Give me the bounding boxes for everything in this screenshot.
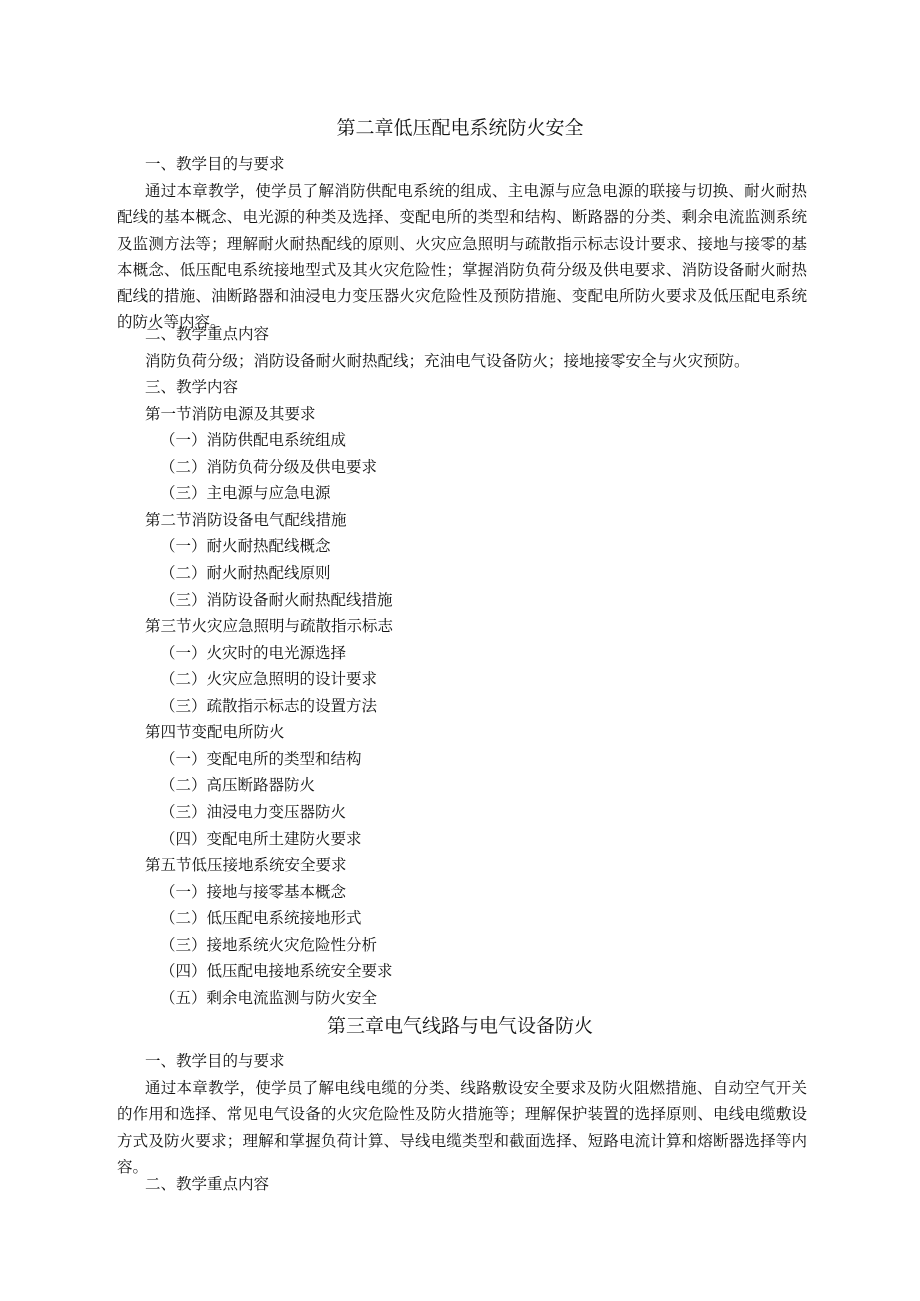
section-5-item-3: （三）接地系统火灾危险性分析 <box>160 936 378 954</box>
section-1-item-2: （二）消防负荷分级及供电要求 <box>160 458 378 476</box>
section-5-title: 第五节低压接地系统安全要求 <box>145 856 347 874</box>
section-2-item-2: （二）耐火耐热配线原则 <box>160 564 331 582</box>
ch2-objectives-paragraph: 通过本章教学，使学员了解消防供配电系统的组成、主电源与应急电源的联接与切换、耐火耐热配线的基本概念、电光源的种类及选择、变配电所的类型和结构、断路器的分类、剩余电流监测系统及监测方法等；理解耐火耐热配线的原则、火灾应急照明与疏散指示标志设计要求、接地与接零的基本概念、低压配电系统接地型式及其火灾危险性；掌握消防负荷分级及供电要求、消防设备耐火耐热配线的措施、油断路器和油浸电力变压器火灾危险性及预防措施、变配电所防火要求及低压配电系统的防火等内容。 <box>117 182 807 332</box>
section-4-item-2: （二）高压断路器防火 <box>160 776 316 794</box>
section-3-item-3: （三）疏散指示标志的设置方法 <box>160 697 378 715</box>
section-2-item-1: （一）耐火耐热配线概念 <box>160 537 331 555</box>
section-3-item-1: （一）火灾时的电光源选择 <box>160 644 347 662</box>
section-2-item-3: （三）消防设备耐火耐热配线措施 <box>160 591 393 609</box>
ch2-key-points-text: 消防负荷分级；消防设备耐火耐热配线；充油电气设备防火；接地接零安全与火灾预防。 <box>145 352 750 370</box>
section-1-title: 第一节消防电源及其要求 <box>145 405 316 423</box>
ch3-objectives-paragraph: 通过本章教学，使学员了解电线电缆的分类、线路敷设安全要求及防火阻燃措施、自动空气开关的作用和选择、常见电气设备的火灾危险性及防火措施等；理解保护装置的选择原则、电线电缆敷设方式及防火要求；理解和掌握负荷计算、导线电缆类型和截面选择、短路电流计算和熔断器选择等内容。 <box>117 1079 807 1176</box>
section-1-item-3: （三）主电源与应急电源 <box>160 484 331 502</box>
section-5-item-4: （四）低压配电接地系统安全要求 <box>160 962 393 980</box>
section-3-title: 第三节火灾应急照明与疏散指示标志 <box>145 617 394 635</box>
section-4-item-4: （四）变配电所土建防火要求 <box>160 830 362 848</box>
ch3-heading-objectives: 一、教学目的与要求 <box>145 1052 285 1070</box>
section-4-title: 第四节变配电所防火 <box>145 723 285 741</box>
section-3-item-2: （二）火灾应急照明的设计要求 <box>160 670 378 688</box>
section-4-item-3: （三）油浸电力变压器防火 <box>160 803 347 821</box>
chapter-3-title: 第三章电气线路与电气设备防火 <box>326 1015 593 1037</box>
ch2-heading-key-points: 二、教学重点内容 <box>145 325 270 343</box>
ch2-heading-content: 三、教学内容 <box>145 378 239 396</box>
section-5-item-5: （五）剩余电流监测与防火安全 <box>160 989 378 1007</box>
section-1-item-1: （一）消防供配电系统组成 <box>160 431 347 449</box>
ch3-heading-key-points: 二、教学重点内容 <box>145 1175 270 1193</box>
section-2-title: 第二节消防设备电气配线措施 <box>145 511 347 529</box>
ch2-heading-objectives: 一、教学目的与要求 <box>145 155 285 173</box>
chapter-2-title: 第二章低压配电系统防火安全 <box>336 117 584 139</box>
section-4-item-1: （一）变配电所的类型和结构 <box>160 750 362 768</box>
section-5-item-2: （二）低压配电系统接地形式 <box>160 909 362 927</box>
section-5-item-1: （一）接地与接零基本概念 <box>160 883 347 901</box>
